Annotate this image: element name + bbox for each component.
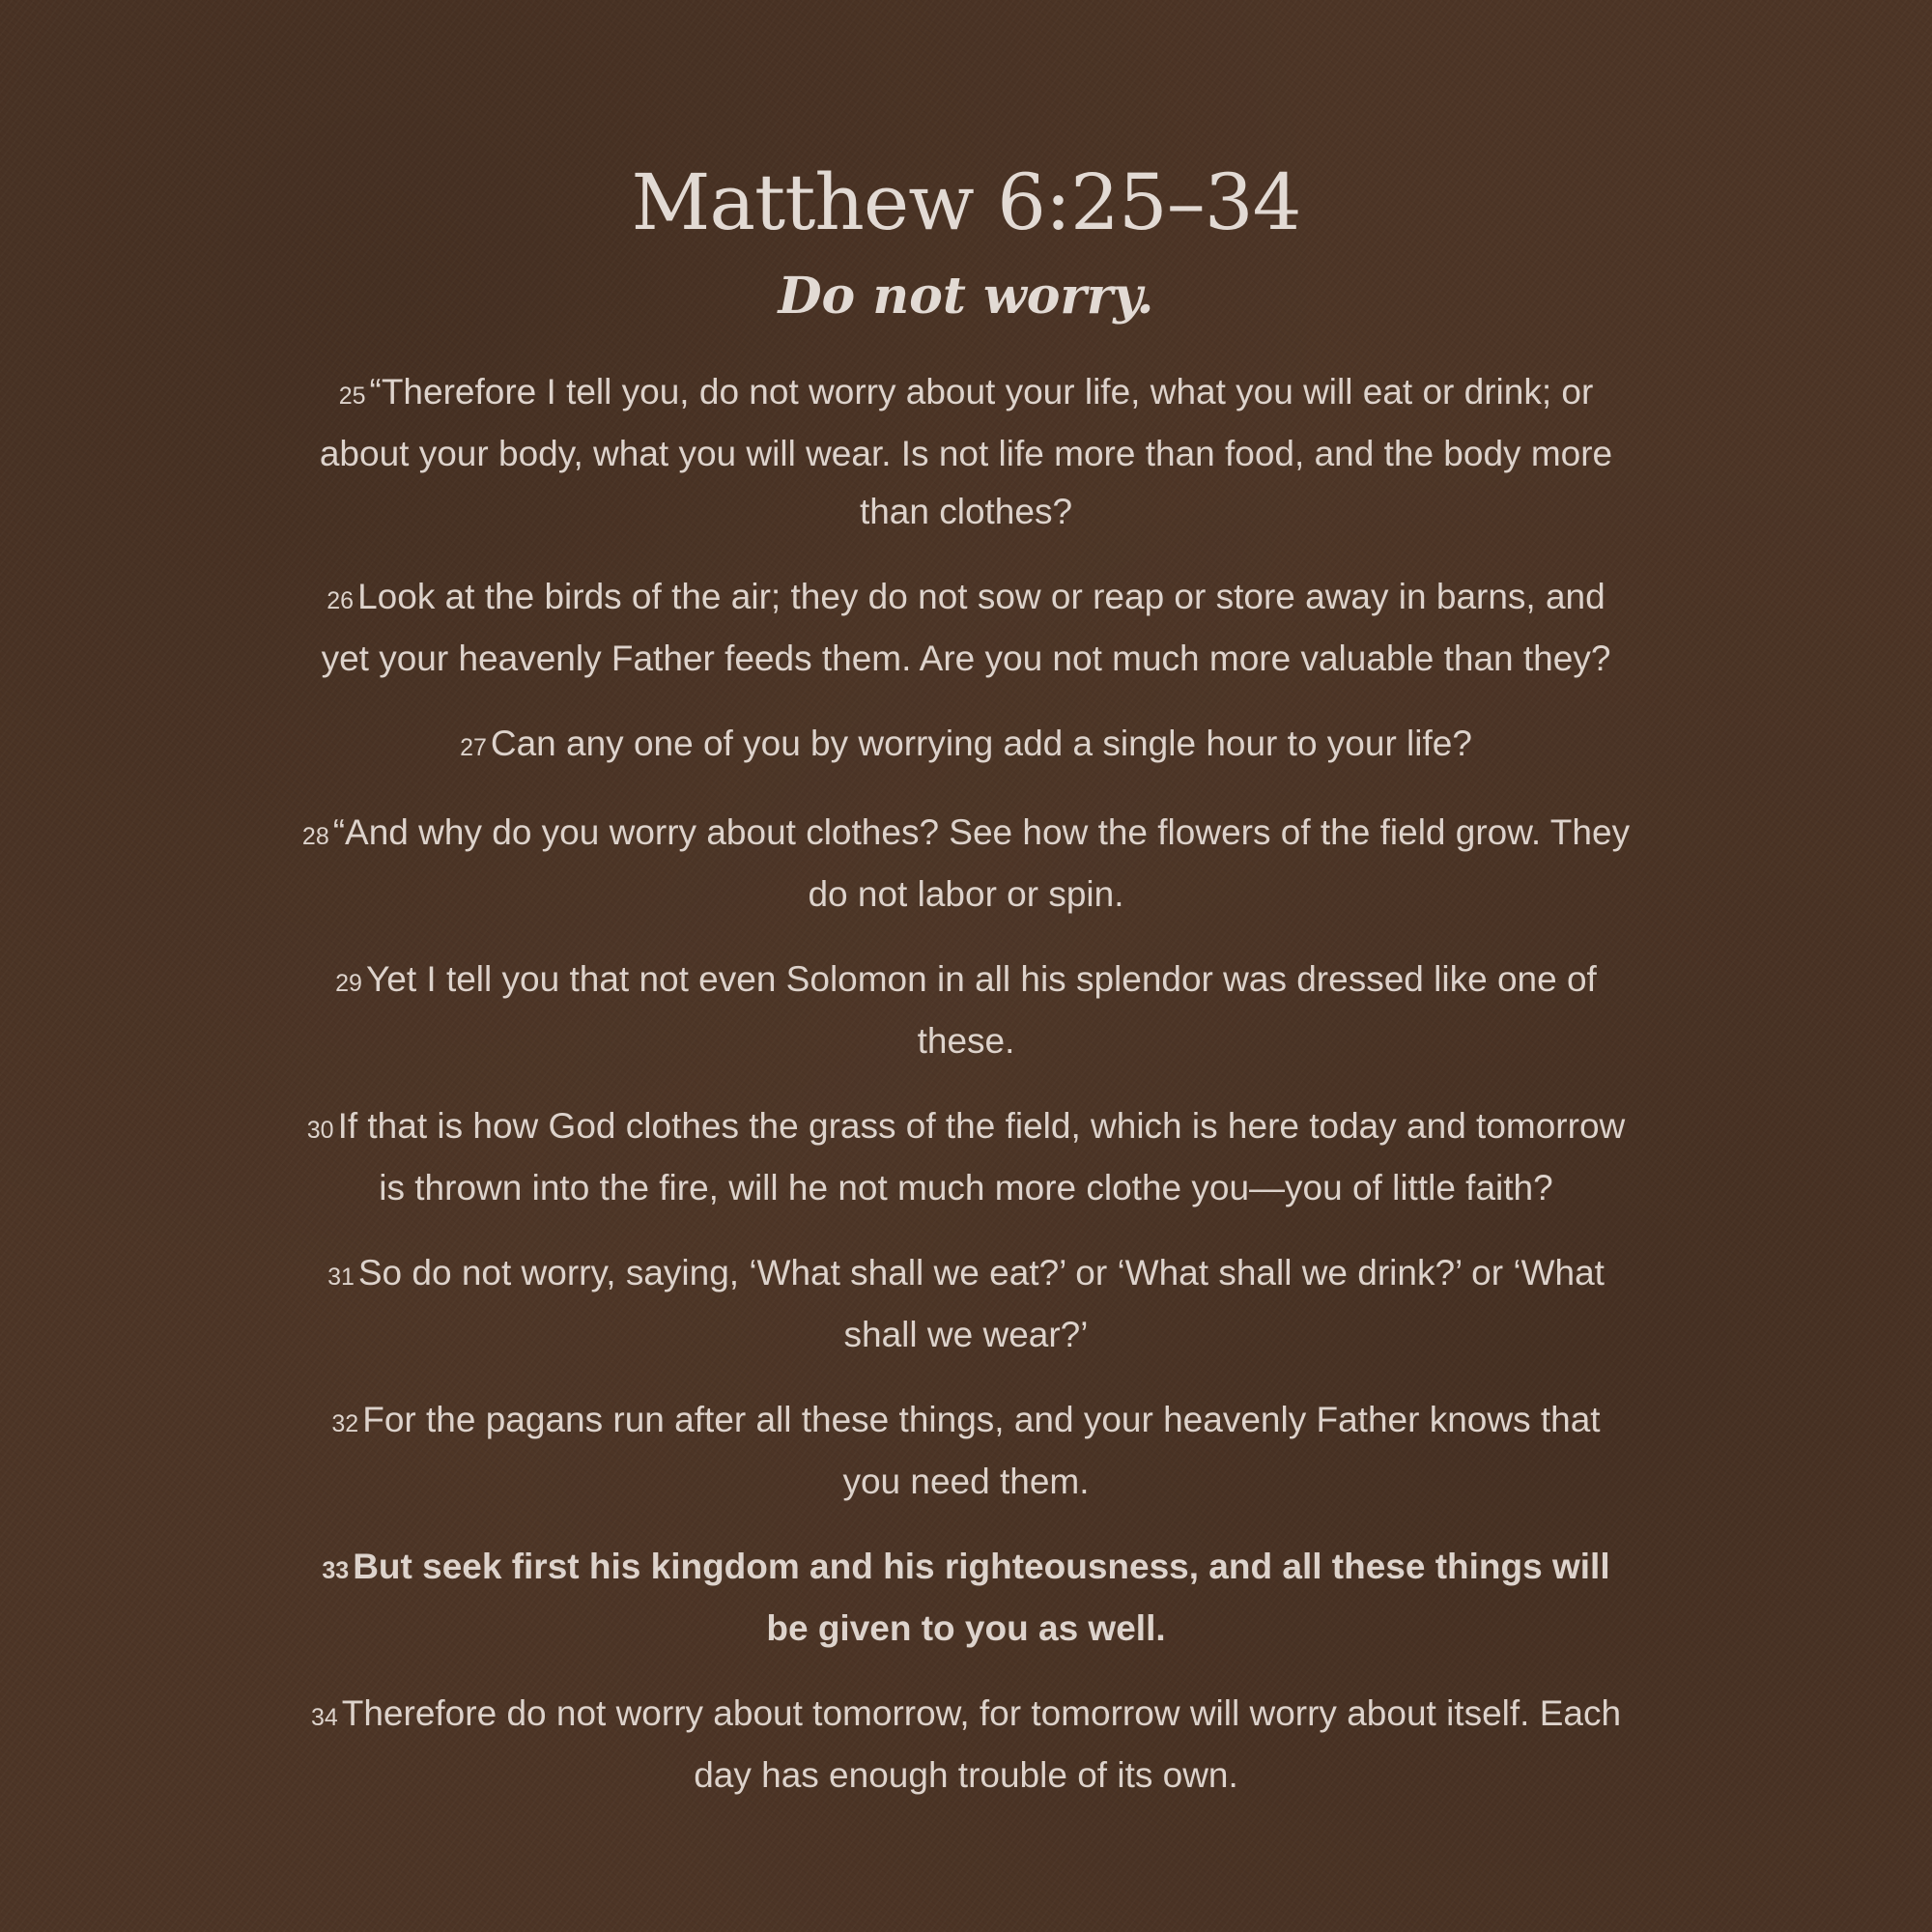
verse-text: For the pagans run after all these things, and your heavenly Father knows that you need them.: [362, 1400, 1601, 1501]
verse-text: So do not worry, saying, ‘What shall we eat?’ or ‘What shall we drink?’ or ‘What shall we wear?’: [357, 1253, 1605, 1354]
verse-text: If that is how God clothes the grass of the field, which is here today and tomorrow is thrown into the fire, will he not much more clothe you—you of little faith?: [337, 1106, 1626, 1208]
verse-number: 25: [338, 383, 366, 410]
verse-text: But seek first his kingdom and his righteousness, and all these things will be given to you as well.: [353, 1547, 1610, 1648]
verse-25: [299, 363, 1633, 541]
verse-number: 29: [335, 970, 362, 997]
verse-32: [299, 1391, 1633, 1511]
verse-28: [299, 804, 1633, 923]
verse-text: Can any one of you by worrying add a single hour to your life?: [490, 724, 1472, 763]
verse-34: [299, 1685, 1633, 1804]
verse-number: 31: [327, 1264, 355, 1291]
verse-text: Therefore do not worry about tomorrow, for tomorrow will worry about itself. Each day has enough trouble of its own.: [341, 1693, 1622, 1795]
verse-text: “Therefore I tell you, do not worry about your life, what you will eat or drink; or about your body, what you will wear. Is not life more than food, and the body more than clothes?: [319, 372, 1613, 531]
verse-29: [299, 951, 1633, 1070]
verse-number: 30: [306, 1117, 334, 1144]
verse-33: [299, 1538, 1633, 1658]
verse-number: 34: [310, 1704, 338, 1731]
verse-text: Look at the birds of the air; they do not sow or reap or store away in barns, and yet your heavenly Father feeds them. Are you not much more valuable than they?: [321, 577, 1611, 678]
verse-30: [299, 1097, 1633, 1217]
page-title: Matthew 6:25–34: [631, 157, 1301, 247]
scripture-passage: [299, 363, 1633, 1832]
verse-number: 26: [327, 587, 355, 614]
page-subtitle: Do not worry.: [778, 267, 1154, 326]
verse-number: 28: [301, 823, 329, 850]
verse-number: 33: [322, 1557, 350, 1584]
verse-text: Yet I tell you that not even Solomon in all his splendor was dressed like one of these.: [365, 959, 1597, 1061]
verse-26: [299, 568, 1633, 688]
verse-text: “And why do you worry about clothes? See how the flowers of the field grow. They do not labor or spin.: [332, 812, 1631, 914]
verse-number: 27: [460, 734, 487, 761]
verse-31: [299, 1244, 1633, 1364]
verse-27: [299, 715, 1633, 777]
verse-number: 32: [331, 1410, 359, 1437]
